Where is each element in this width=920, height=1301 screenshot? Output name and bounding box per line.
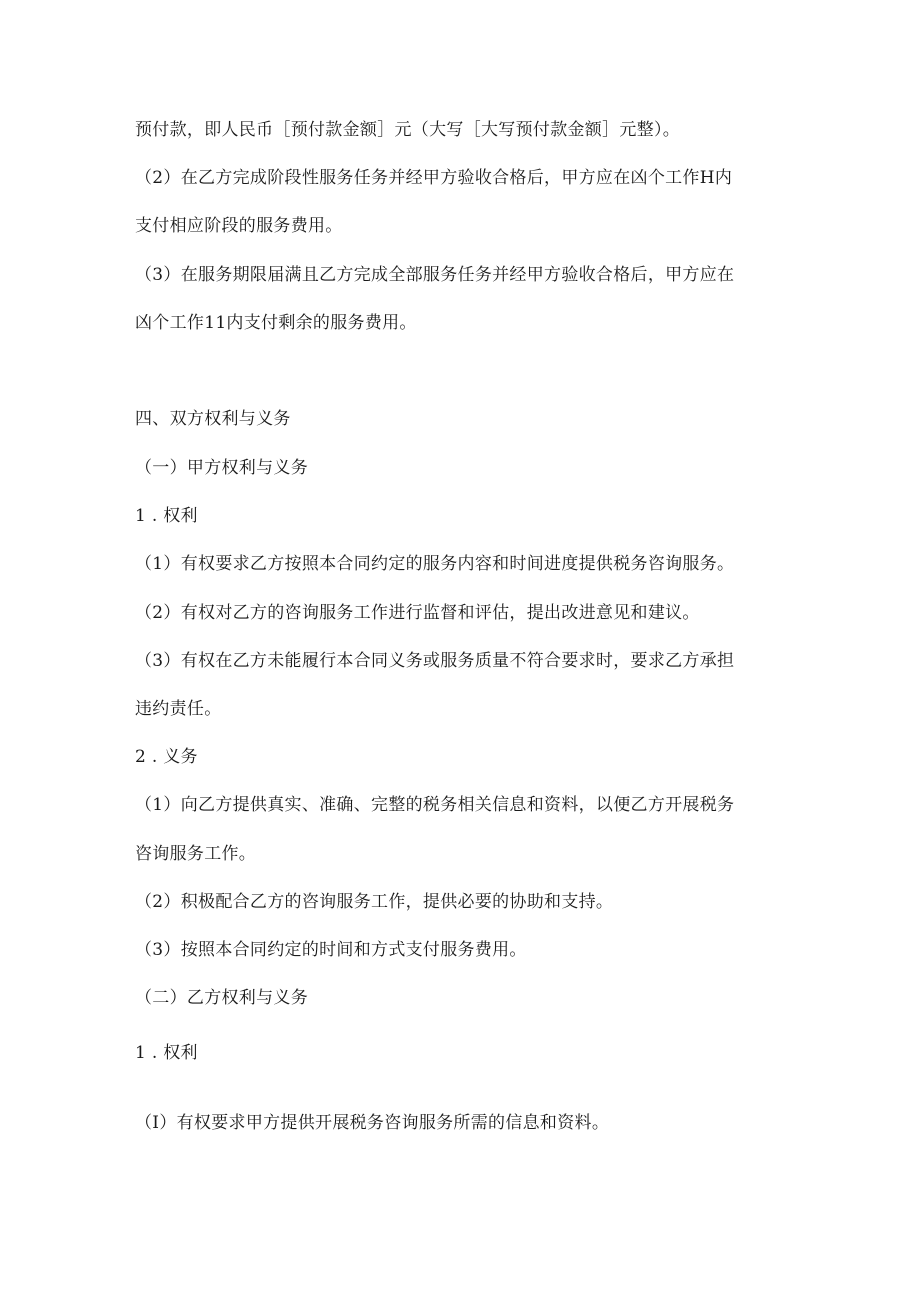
paragraph-line: 凶个工作11内支付剩余的服务费用。 xyxy=(135,313,417,333)
list-heading: 1 . 权利 xyxy=(135,1043,198,1063)
list-item-continuation: 咨询服务工作。 xyxy=(135,844,257,864)
paragraph-line: 预付款，即人民币［预付款金额］元（大写［大写预付款金额］元整）。 xyxy=(135,120,681,140)
list-item: （3）按照本合同约定的时间和方式支付服务费用。 xyxy=(135,940,527,960)
subsection-heading: （二）乙方权利与义务 xyxy=(135,988,308,1008)
list-heading: 2 . 义务 xyxy=(135,747,198,767)
list-item: （2）积极配合乙方的咨询服务工作，提供必要的协助和支持。 xyxy=(135,892,614,912)
paragraph-line: （3）在服务期限届满且乙方完成全部服务任务并经甲方验收合格后，甲方应在 xyxy=(135,265,735,285)
subsection-heading: （一）甲方权利与义务 xyxy=(135,458,308,478)
list-item: （1）向乙方提供真实、准确、完整的税务相关信息和资料，以便乙方开展税务 xyxy=(135,795,735,815)
paragraph-line: （2）在乙方完成阶段性服务任务并经甲方验收合格后，甲方应在凶个工作H内 xyxy=(135,168,733,188)
list-item: （I）有权要求甲方提供开展税务咨询服务所需的信息和资料。 xyxy=(135,1113,610,1133)
section-heading: 四、双方权利与义务 xyxy=(135,409,291,429)
list-item: （1）有权要求乙方按照本合同约定的服务内容和时间进度提供税务咨询服务。 xyxy=(135,554,735,574)
list-item: （2）有权对乙方的咨询服务工作进行监督和评估，提出改进意见和建议。 xyxy=(135,603,700,623)
list-heading: 1 . 权利 xyxy=(135,506,198,526)
paragraph-line: 支付相应阶段的服务费用。 xyxy=(135,216,343,236)
list-item-continuation: 违约责任。 xyxy=(135,699,222,719)
list-item: （3）有权在乙方未能履行本合同义务或服务质量不符合要求时，要求乙方承担 xyxy=(135,651,735,671)
